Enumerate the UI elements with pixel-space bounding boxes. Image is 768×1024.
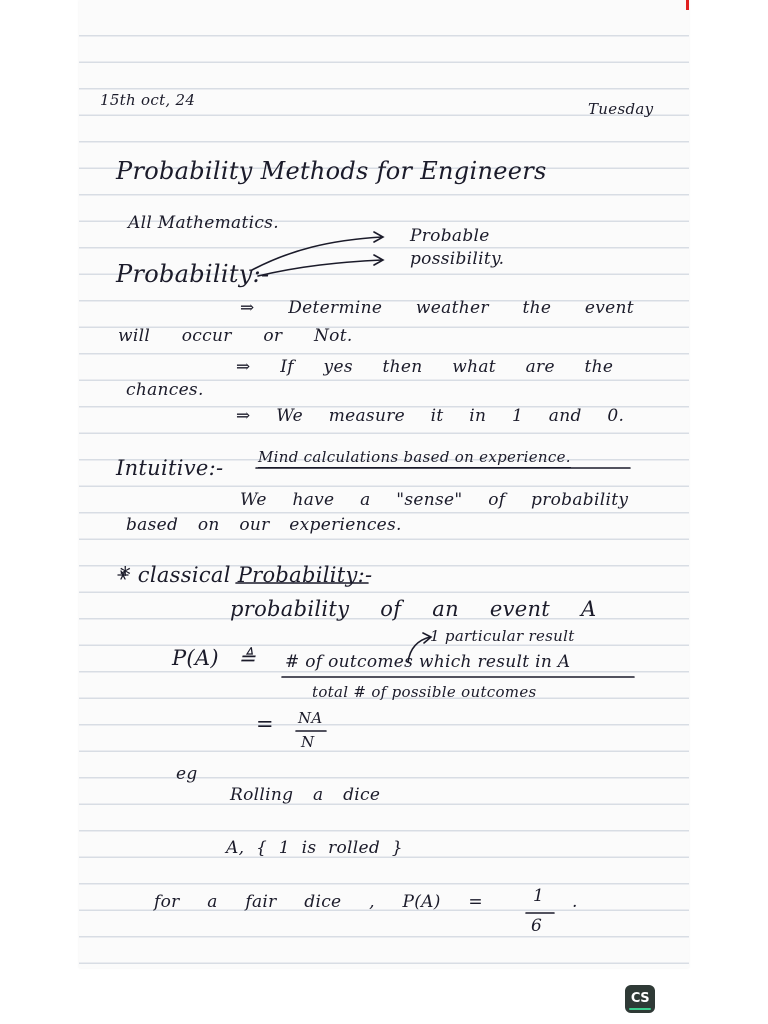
date-label: 15th oct, 24 [100, 91, 196, 109]
point-chances: chances. [126, 380, 204, 400]
day-label: Tuesday [588, 100, 654, 118]
point-occur: will occur or Not. [118, 326, 353, 346]
point-measure: ⇒ We measure it in 1 and 0. [236, 406, 625, 426]
intuitive-line1: We have a "sense" of probability [240, 490, 629, 510]
fraction-numerator: # of outcomes which result in A [285, 652, 571, 672]
branch-probable: Probable [410, 226, 490, 246]
classical-line1: probability of an event A [230, 597, 597, 621]
example-line1: Rolling a dice [230, 785, 381, 805]
particular-result-note: 1 particular result [430, 627, 575, 645]
branch-possibility: possibility. [410, 249, 505, 269]
fraction-denominator: total # of possible outcomes [312, 683, 537, 701]
arrow-to-possibility [258, 260, 382, 276]
example-line3: for a fair dice , P(A) = [154, 892, 483, 912]
defined-as-symbol: ≜ [238, 646, 256, 670]
example-line2: A, { 1 is rolled } [226, 838, 403, 858]
camscanner-logo: CS [625, 985, 655, 1013]
bullet-star [118, 571, 128, 579]
example-label: eg [176, 764, 198, 784]
point-if-yes: ⇒ If yes then what are the [236, 357, 614, 377]
classical-heading: * classical Probability:- [120, 563, 373, 587]
answer-period: . [572, 892, 578, 912]
prob-lhs: P(A) [172, 646, 219, 670]
fraction-na: NA [298, 709, 323, 727]
intuitive-desc: Mind calculations based on experience. [258, 448, 571, 466]
answer-denominator: 6 [531, 916, 543, 936]
fraction-n: N [301, 733, 315, 751]
equals-sign: = [256, 712, 274, 736]
subtitle: All Mathematics. [128, 213, 279, 233]
probability-term: Probability:- [116, 260, 270, 288]
intuitive-line2: based on our experiences. [126, 515, 402, 535]
point-determine: ⇒ Determine weather the event [240, 298, 634, 318]
page-title: Probability Methods for Engineers [116, 157, 547, 185]
intuitive-term: Intuitive:- [116, 456, 224, 480]
answer-numerator: 1 [533, 886, 545, 906]
